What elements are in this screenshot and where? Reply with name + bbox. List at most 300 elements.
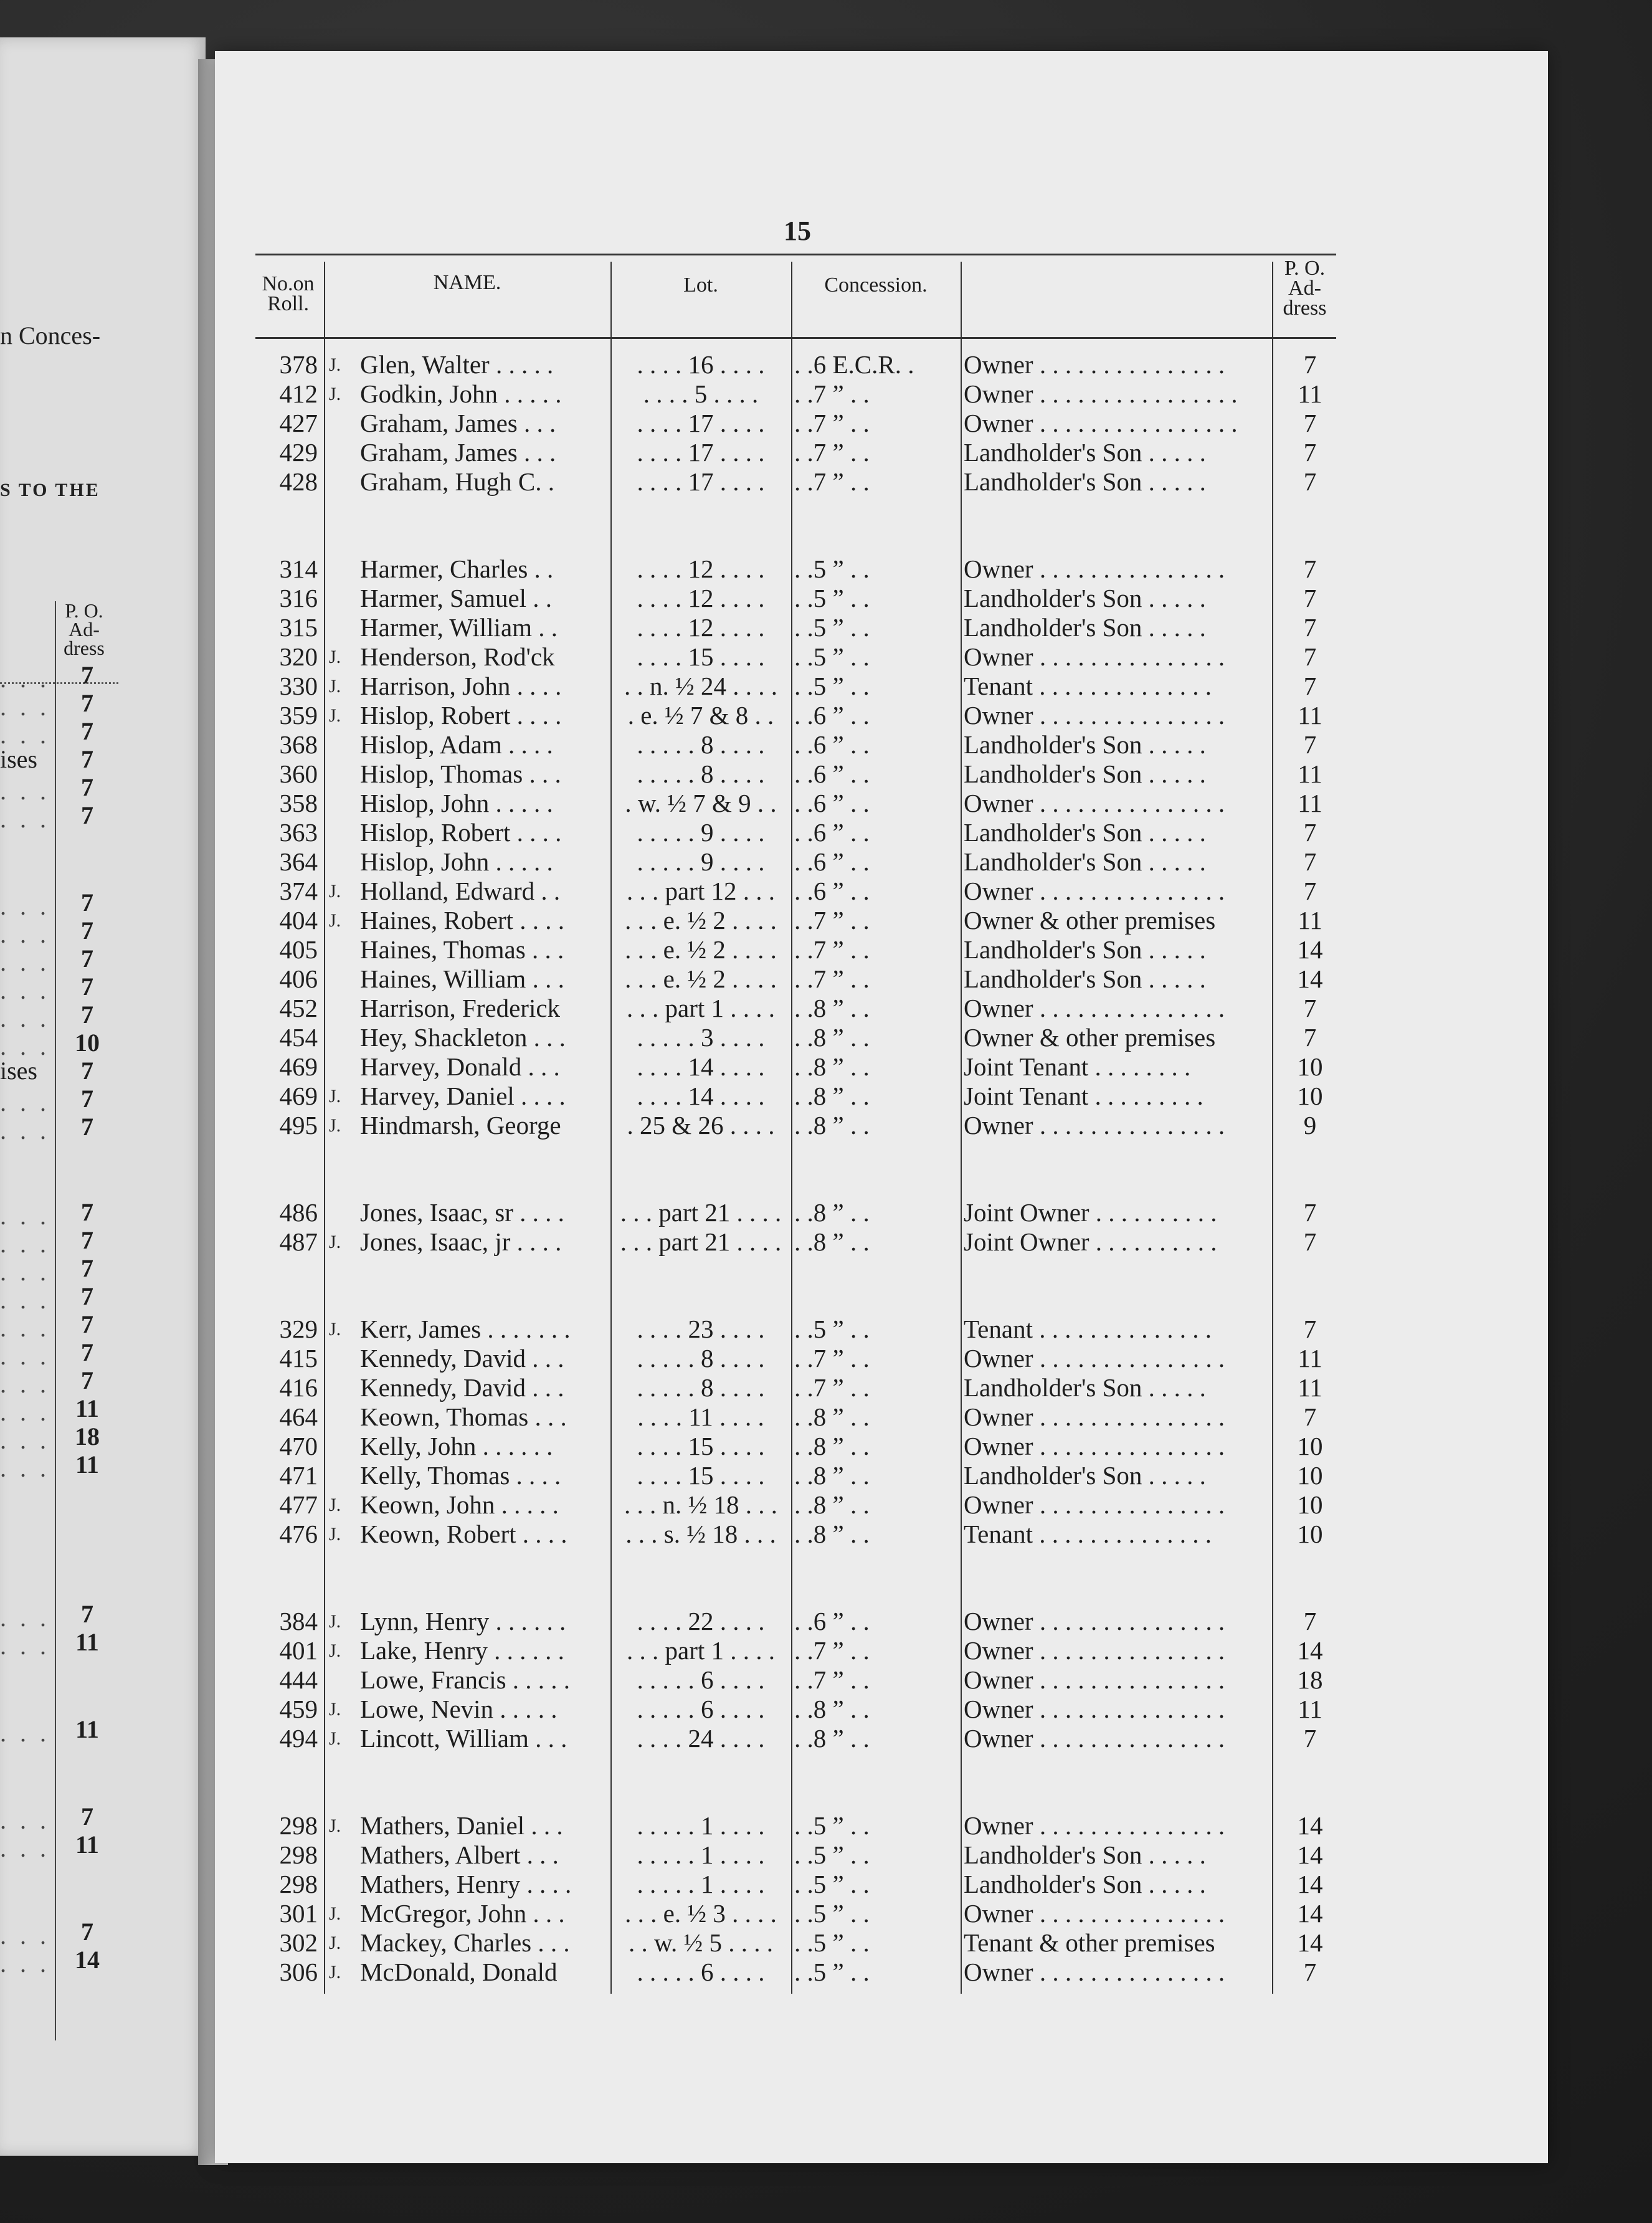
roll-number: 427: [279, 409, 318, 437]
qualification: Owner . . . . . . . . . . . . . . .: [964, 1344, 1225, 1373]
qualification: Owner . . . . . . . . . . . . . . .: [964, 877, 1225, 905]
po-address: 7: [1303, 467, 1317, 496]
concession: . .7 ” . .: [794, 409, 870, 437]
concession: . .7 ” . .: [794, 935, 870, 964]
qualification: Landholder's Son . . . . .: [964, 818, 1206, 847]
leader-dots: . . .: [0, 1032, 50, 1060]
voter-name: Harmer, William . .: [360, 613, 558, 642]
left-po-value: 14: [75, 1946, 100, 1974]
voter-name: Keown, Thomas . . .: [360, 1402, 567, 1431]
concession: . .5 ” . .: [794, 555, 870, 583]
juror-mark: J.: [329, 1115, 341, 1136]
voter-name: Hislop, John . . . . .: [360, 789, 553, 817]
roll-number: 428: [279, 467, 318, 496]
table-row: [0, 730, 1652, 759]
po-address: 10: [1297, 1461, 1323, 1490]
po-address: 10: [1297, 1052, 1323, 1081]
lot-number: . . . . . 8 . . . .: [637, 730, 765, 759]
qualification: Landholder's Son . . . . .: [964, 584, 1206, 612]
concession: . .8 ” . .: [794, 1461, 870, 1490]
header-lot: Lot.: [683, 274, 718, 297]
roll-number: 302: [279, 1928, 318, 1957]
leader-dots: . . .: [0, 1604, 50, 1632]
left-po-value: 7: [81, 1001, 93, 1029]
voter-name: Lowe, Nevin . . . . .: [360, 1695, 558, 1723]
juror-mark: J.: [329, 676, 341, 697]
lot-number: . . . . 17 . . . .: [637, 438, 765, 467]
qualification: Owner . . . . . . . . . . . . . . .: [964, 1607, 1225, 1635]
voter-name: Jones, Isaac, jr . . . .: [360, 1227, 562, 1256]
left-row-suffix: ises: [0, 1057, 37, 1085]
table-row: [0, 350, 1652, 379]
po-address: 7: [1303, 1724, 1317, 1753]
concession: . .5 ” . .: [794, 1315, 870, 1343]
table-row: [0, 1111, 1652, 1140]
voter-name: Hislop, Thomas . . .: [360, 759, 561, 788]
left-po-value: 7: [81, 1226, 93, 1254]
roll-number: 314: [279, 555, 318, 583]
concession: . .5 ” . .: [794, 1870, 870, 1898]
lot-number: . . . . 23 . . . .: [637, 1315, 765, 1343]
table-row: [0, 877, 1652, 906]
concession: . .8 ” . .: [794, 1724, 870, 1753]
voter-name: Lynn, Henry . . . . . .: [360, 1607, 566, 1635]
table-row: [0, 1432, 1652, 1461]
left-page-row: [0, 1254, 125, 1286]
lot-number: . . . . 16 . . . .: [637, 350, 765, 379]
lot-number: . . . e. ½ 2 . . . .: [625, 906, 777, 935]
left-po-value: 7: [81, 888, 93, 916]
left-row-suffix: ises: [0, 745, 37, 773]
voter-name: Lincott, William . . .: [360, 1724, 567, 1753]
left-po-value: 7: [81, 1338, 93, 1366]
roll-number: 469: [279, 1082, 318, 1110]
roll-number: 316: [279, 584, 318, 612]
table-row: [0, 1870, 1652, 1899]
left-po-value: 11: [75, 1715, 99, 1743]
voter-name: Harvey, Daniel . . . .: [360, 1082, 566, 1110]
roll-number: 459: [279, 1695, 318, 1723]
qualification: Owner . . . . . . . . . . . . . . .: [964, 1899, 1225, 1928]
left-po-header: P. O. Ad- dress: [64, 599, 105, 659]
roll-number: 470: [279, 1432, 318, 1460]
table-row: [0, 467, 1652, 497]
voter-name: Harrison, Frederick: [360, 994, 561, 1022]
left-page-fragment-top: n Conces-: [0, 321, 101, 350]
po-address: 7: [1303, 818, 1317, 847]
table-row: [0, 1461, 1652, 1490]
lot-number: . . . . 15 . . . .: [637, 642, 765, 671]
concession: . .6 ” . .: [794, 847, 870, 876]
voter-name: Kennedy, David . . .: [360, 1344, 564, 1373]
lot-number: . . n. ½ 24 . . . .: [624, 672, 777, 700]
voter-name: Keown, Robert . . . .: [360, 1520, 567, 1548]
leader-dots: . . .: [0, 1834, 50, 1862]
po-address: 14: [1297, 1870, 1323, 1898]
concession: . .5 ” . .: [794, 1958, 870, 1986]
po-address: 7: [1303, 1315, 1317, 1343]
juror-mark: J.: [329, 881, 341, 902]
header-po-address: P. O. Ad- dress: [1283, 257, 1327, 320]
roll-number: 469: [279, 1052, 318, 1081]
qualification: Owner & other premises: [964, 906, 1216, 935]
leader-dots: . . .: [0, 1230, 50, 1258]
qualification: Landholder's Son . . . . .: [964, 1840, 1206, 1869]
table-row: [0, 1811, 1652, 1840]
po-address: 11: [1298, 701, 1322, 730]
table-row: [0, 1665, 1652, 1695]
qualification: Owner . . . . . . . . . . . . . . .: [964, 1432, 1225, 1460]
leader-dots: . . .: [0, 1398, 50, 1426]
table-row: [0, 613, 1652, 642]
qualification: Landholder's Son . . . . .: [964, 613, 1206, 642]
qualification: Joint Tenant . . . . . . . . .: [964, 1082, 1203, 1110]
juror-mark: J.: [329, 1319, 341, 1340]
leader-dots: . . .: [0, 1258, 50, 1286]
left-po-value: 7: [81, 1600, 93, 1628]
concession: . .7 ” . .: [794, 467, 870, 496]
left-po-value: 7: [81, 916, 93, 945]
voter-name: Mathers, Henry . . . .: [360, 1870, 572, 1898]
juror-mark: J.: [329, 1640, 341, 1661]
roll-number: 487: [279, 1227, 318, 1256]
voter-name: Hey, Shackleton . . .: [360, 1023, 566, 1052]
table-row: [0, 1520, 1652, 1549]
lot-number: . . . . 5 . . . .: [643, 379, 759, 408]
table-row: [0, 759, 1652, 789]
header-no-on-roll: No.on Roll.: [262, 272, 315, 315]
table-row: [0, 1315, 1652, 1344]
roll-number: 364: [279, 847, 318, 876]
concession: . .6 ” . .: [794, 877, 870, 905]
table-row: [0, 1607, 1652, 1636]
table-row: [0, 438, 1652, 467]
voter-name: Haines, Robert . . . .: [360, 906, 564, 935]
left-po-value: 7: [81, 1198, 93, 1226]
concession: . .6 ” . .: [794, 818, 870, 847]
leader-dots: . . .: [0, 665, 50, 693]
qualification: Joint Owner . . . . . . . . . .: [964, 1198, 1217, 1227]
qualification: Landholder's Son . . . . .: [964, 935, 1206, 964]
voter-name: Mackey, Charles . . .: [360, 1928, 570, 1957]
roll-number: 476: [279, 1520, 318, 1548]
left-po-value: 7: [81, 717, 93, 745]
qualification: Tenant . . . . . . . . . . . . . .: [964, 1315, 1212, 1343]
left-po-value: 11: [75, 1830, 99, 1859]
leader-dots: . . .: [0, 805, 50, 833]
po-address: 7: [1303, 994, 1317, 1022]
juror-mark: J.: [329, 1524, 341, 1545]
voter-name: Godkin, John . . . . .: [360, 379, 562, 408]
lot-number: . . w. ½ 5 . . . .: [629, 1928, 773, 1957]
po-address: 11: [1298, 1344, 1322, 1373]
voter-name: Hindmarsh, George: [360, 1111, 561, 1140]
left-po-value: 7: [81, 745, 93, 773]
po-address: 14: [1297, 1899, 1323, 1928]
voter-name: McDonald, Donald: [360, 1958, 558, 1986]
lot-number: . . . . 12 . . . .: [637, 584, 765, 612]
juror-mark: J.: [329, 1903, 341, 1924]
roll-number: 477: [279, 1490, 318, 1519]
qualification: Landholder's Son . . . . .: [964, 759, 1206, 788]
roll-number: 429: [279, 438, 318, 467]
po-address: 10: [1297, 1432, 1323, 1460]
lot-number: . . . . 17 . . . .: [637, 409, 765, 437]
lot-number: . . . part 1 . . . .: [627, 1636, 775, 1665]
concession: . .6 ” . .: [794, 701, 870, 730]
voter-name: Haines, William . . .: [360, 964, 564, 993]
concession: . .6 ” . .: [794, 730, 870, 759]
left-po-value: 11: [75, 1450, 99, 1478]
lot-number: . . . part 21 . . . .: [620, 1227, 782, 1256]
roll-number: 464: [279, 1402, 318, 1431]
po-address: 14: [1297, 964, 1323, 993]
left-po-value: 10: [75, 1029, 100, 1057]
voter-name: Kelly, Thomas . . . .: [360, 1461, 561, 1490]
qualification: Tenant . . . . . . . . . . . . . .: [964, 1520, 1212, 1548]
left-po-value: 7: [81, 661, 93, 689]
lot-number: . . . part 12 . . .: [627, 877, 775, 905]
table-row: [0, 1344, 1652, 1373]
juror-mark: J.: [329, 1933, 341, 1953]
table-row: [0, 1402, 1652, 1432]
table-row: [0, 701, 1652, 730]
qualification: Owner . . . . . . . . . . . . . . . .: [964, 379, 1238, 408]
qualification: Owner . . . . . . . . . . . . . . .: [964, 1636, 1225, 1665]
lot-number: . . . e. ½ 2 . . . .: [625, 935, 777, 964]
left-po-value: 7: [81, 973, 93, 1001]
voter-name: Kelly, John . . . . . .: [360, 1432, 553, 1460]
voter-name: Lake, Henry . . . . . .: [360, 1636, 564, 1665]
lot-number: . e. ½ 7 & 8 . .: [627, 701, 774, 730]
lot-number: . . . . . 9 . . . .: [637, 818, 765, 847]
roll-number: 444: [279, 1665, 318, 1694]
leader-dots: . . .: [0, 1426, 50, 1454]
leader-dots: . . .: [0, 1632, 50, 1660]
qualification: Owner . . . . . . . . . . . . . . .: [964, 1665, 1225, 1694]
left-po-value: 7: [81, 1918, 93, 1946]
concession: . .5 ” . .: [794, 1928, 870, 1957]
lot-number: . . . . 22 . . . .: [637, 1607, 765, 1635]
concession: . .8 ” . .: [794, 1432, 870, 1460]
juror-mark: J.: [329, 910, 341, 931]
leader-dots: . . .: [0, 721, 50, 749]
roll-number: 416: [279, 1373, 318, 1402]
left-po-value: 7: [81, 801, 93, 829]
concession: . .5 ” . .: [794, 1840, 870, 1869]
po-address: 7: [1303, 1198, 1317, 1227]
juror-mark: J.: [329, 1232, 341, 1252]
left-po-value: 7: [81, 945, 93, 973]
roll-number: 405: [279, 935, 318, 964]
voter-name: Graham, James . . .: [360, 438, 556, 467]
qualification: Landholder's Son . . . . .: [964, 1870, 1206, 1898]
table-header-rule: [255, 337, 1336, 339]
qualification: Owner . . . . . . . . . . . . . . .: [964, 1402, 1225, 1431]
juror-mark: J.: [329, 355, 341, 375]
qualification: Owner . . . . . . . . . . . . . . .: [964, 642, 1225, 671]
po-address: 7: [1303, 613, 1317, 642]
roll-number: 495: [279, 1111, 318, 1140]
po-address: 14: [1297, 935, 1323, 964]
roll-number: 320: [279, 642, 318, 671]
roll-number: 412: [279, 379, 318, 408]
concession: . .8 ” . .: [794, 1227, 870, 1256]
qualification: Owner . . . . . . . . . . . . . . .: [964, 701, 1225, 730]
lot-number: . . . . 12 . . . .: [637, 613, 765, 642]
table-row: [0, 555, 1652, 584]
voter-name: Kennedy, David . . .: [360, 1373, 564, 1402]
table-row: [0, 1899, 1652, 1928]
lot-number: . . . . 24 . . . .: [637, 1724, 765, 1753]
concession: . .5 ” . .: [794, 613, 870, 642]
po-address: 7: [1303, 438, 1317, 467]
table-row: [0, 847, 1652, 877]
po-address: 10: [1297, 1082, 1323, 1110]
left-page-fragment-heading: S TO THE: [0, 480, 100, 500]
qualification: Landholder's Son . . . . .: [964, 730, 1206, 759]
lot-number: . . . . . 1 . . . .: [637, 1840, 765, 1869]
table-row: [0, 1490, 1652, 1520]
voter-name: Hislop, Adam . . . .: [360, 730, 553, 759]
voter-name: Hislop, Robert . . . .: [360, 818, 562, 847]
leader-dots: . . .: [0, 1004, 50, 1032]
qualification: Owner . . . . . . . . . . . . . . .: [964, 1490, 1225, 1519]
table-row: [0, 1227, 1652, 1257]
po-address: 7: [1303, 847, 1317, 876]
table-row: [0, 1958, 1652, 1987]
leader-dots: . . .: [0, 920, 50, 948]
lot-number: . . . . 11 . . . .: [637, 1402, 764, 1431]
table-row: [0, 1023, 1652, 1052]
leader-dots: . . .: [0, 976, 50, 1004]
left-page-row: [0, 1282, 125, 1314]
left-po-value: 11: [75, 1628, 99, 1656]
lot-number: . . . . 15 . . . .: [637, 1432, 765, 1460]
leader-dots: . . .: [0, 1806, 50, 1834]
left-po-value: 7: [81, 689, 93, 717]
left-po-value: 7: [81, 1366, 93, 1394]
concession: . .8 ” . .: [794, 1052, 870, 1081]
po-address: 7: [1303, 555, 1317, 583]
concession: . .8 ” . .: [794, 1402, 870, 1431]
voter-name: Holland, Edward . .: [360, 877, 561, 905]
qualification: Owner . . . . . . . . . . . . . . .: [964, 1811, 1225, 1840]
roll-number: 360: [279, 759, 318, 788]
qualification: Owner . . . . . . . . . . . . . . .: [964, 994, 1225, 1022]
voter-name: Hislop, Robert . . . .: [360, 701, 562, 730]
juror-mark: J.: [329, 1962, 341, 1983]
po-address: 7: [1303, 409, 1317, 437]
lot-number: . . . part 21 . . . .: [620, 1198, 782, 1227]
concession: . .8 ” . .: [794, 994, 870, 1022]
table-row: [0, 1082, 1652, 1111]
voter-name: Mathers, Daniel . . .: [360, 1811, 563, 1840]
juror-mark: J.: [329, 1611, 341, 1632]
po-address: 7: [1303, 1227, 1317, 1256]
voter-name: Harmer, Charles . .: [360, 555, 554, 583]
table-row: [0, 1928, 1652, 1958]
lot-number: . . . . 15 . . . .: [637, 1461, 765, 1490]
concession: . .7 ” . .: [794, 1636, 870, 1665]
po-address: 7: [1303, 584, 1317, 612]
concession: . .8 ” . .: [794, 1198, 870, 1227]
voter-name: Mathers, Albert . . .: [360, 1840, 559, 1869]
voter-name: Harmer, Samuel . .: [360, 584, 553, 612]
voter-name: Hislop, John . . . . .: [360, 847, 553, 876]
lot-number: . w. ½ 7 & 9 . .: [625, 789, 777, 817]
table-row: [0, 1724, 1652, 1753]
po-address: 9: [1303, 1111, 1317, 1140]
leader-dots: . . .: [0, 1286, 50, 1314]
qualification: Owner . . . . . . . . . . . . . . . .: [964, 409, 1238, 437]
concession: . .8 ” . .: [794, 1695, 870, 1723]
po-address: 14: [1297, 1636, 1323, 1665]
juror-mark: J.: [329, 384, 341, 404]
table-row: [0, 672, 1652, 701]
leader-dots: . . .: [0, 1116, 50, 1145]
qualification: Landholder's Son . . . . .: [964, 438, 1206, 467]
roll-number: 471: [279, 1461, 318, 1490]
lot-number: . 25 & 26 . . . .: [627, 1111, 775, 1140]
qualification: Landholder's Son . . . . .: [964, 847, 1206, 876]
table-row: [0, 935, 1652, 964]
concession: . .5 ” . .: [794, 1899, 870, 1928]
lot-number: . . . s. ½ 18 . . .: [625, 1520, 776, 1548]
po-address: 10: [1297, 1490, 1323, 1519]
roll-number: 452: [279, 994, 318, 1022]
po-address: 11: [1298, 906, 1322, 935]
left-po-value: 7: [81, 1254, 93, 1282]
table-row: [0, 642, 1652, 672]
roll-number: 358: [279, 789, 318, 817]
qualification: Owner . . . . . . . . . . . . . . .: [964, 350, 1225, 379]
roll-number: 298: [279, 1811, 318, 1840]
po-address: 11: [1298, 1373, 1322, 1402]
roll-number: 306: [279, 1958, 318, 1986]
lot-number: . . . . . 8 . . . .: [637, 1344, 765, 1373]
roll-number: 406: [279, 964, 318, 993]
roll-number: 363: [279, 818, 318, 847]
table-row: [0, 994, 1652, 1023]
lot-number: . . . e. ½ 3 . . . .: [625, 1899, 777, 1928]
voter-name: Haines, Thomas . . .: [360, 935, 564, 964]
lot-number: . . . . . 1 . . . .: [637, 1870, 765, 1898]
po-address: 14: [1297, 1840, 1323, 1869]
po-address: 7: [1303, 672, 1317, 700]
qualification: Landholder's Son . . . . .: [964, 1461, 1206, 1490]
voter-name: Glen, Walter . . . . .: [360, 350, 554, 379]
roll-number: 404: [279, 906, 318, 935]
po-address: 11: [1298, 379, 1322, 408]
juror-mark: J.: [329, 705, 341, 726]
roll-number: 454: [279, 1023, 318, 1052]
table-row: [0, 906, 1652, 935]
lot-number: . . . . . 8 . . . .: [637, 759, 765, 788]
lot-number: . . . . . 6 . . . .: [637, 1695, 765, 1723]
roll-number: 378: [279, 350, 318, 379]
lot-number: . . . e. ½ 2 . . . .: [625, 964, 777, 993]
concession: . .7 ” . .: [794, 1344, 870, 1373]
po-address: 14: [1297, 1928, 1323, 1957]
voter-name: Lowe, Francis . . . . .: [360, 1665, 571, 1694]
header-concession: Concession.: [824, 274, 928, 297]
juror-mark: J.: [329, 647, 341, 667]
left-po-value: 7: [81, 1310, 93, 1338]
po-address: 7: [1303, 1402, 1317, 1431]
po-address: 7: [1303, 1023, 1317, 1052]
table-row: [0, 1636, 1652, 1665]
